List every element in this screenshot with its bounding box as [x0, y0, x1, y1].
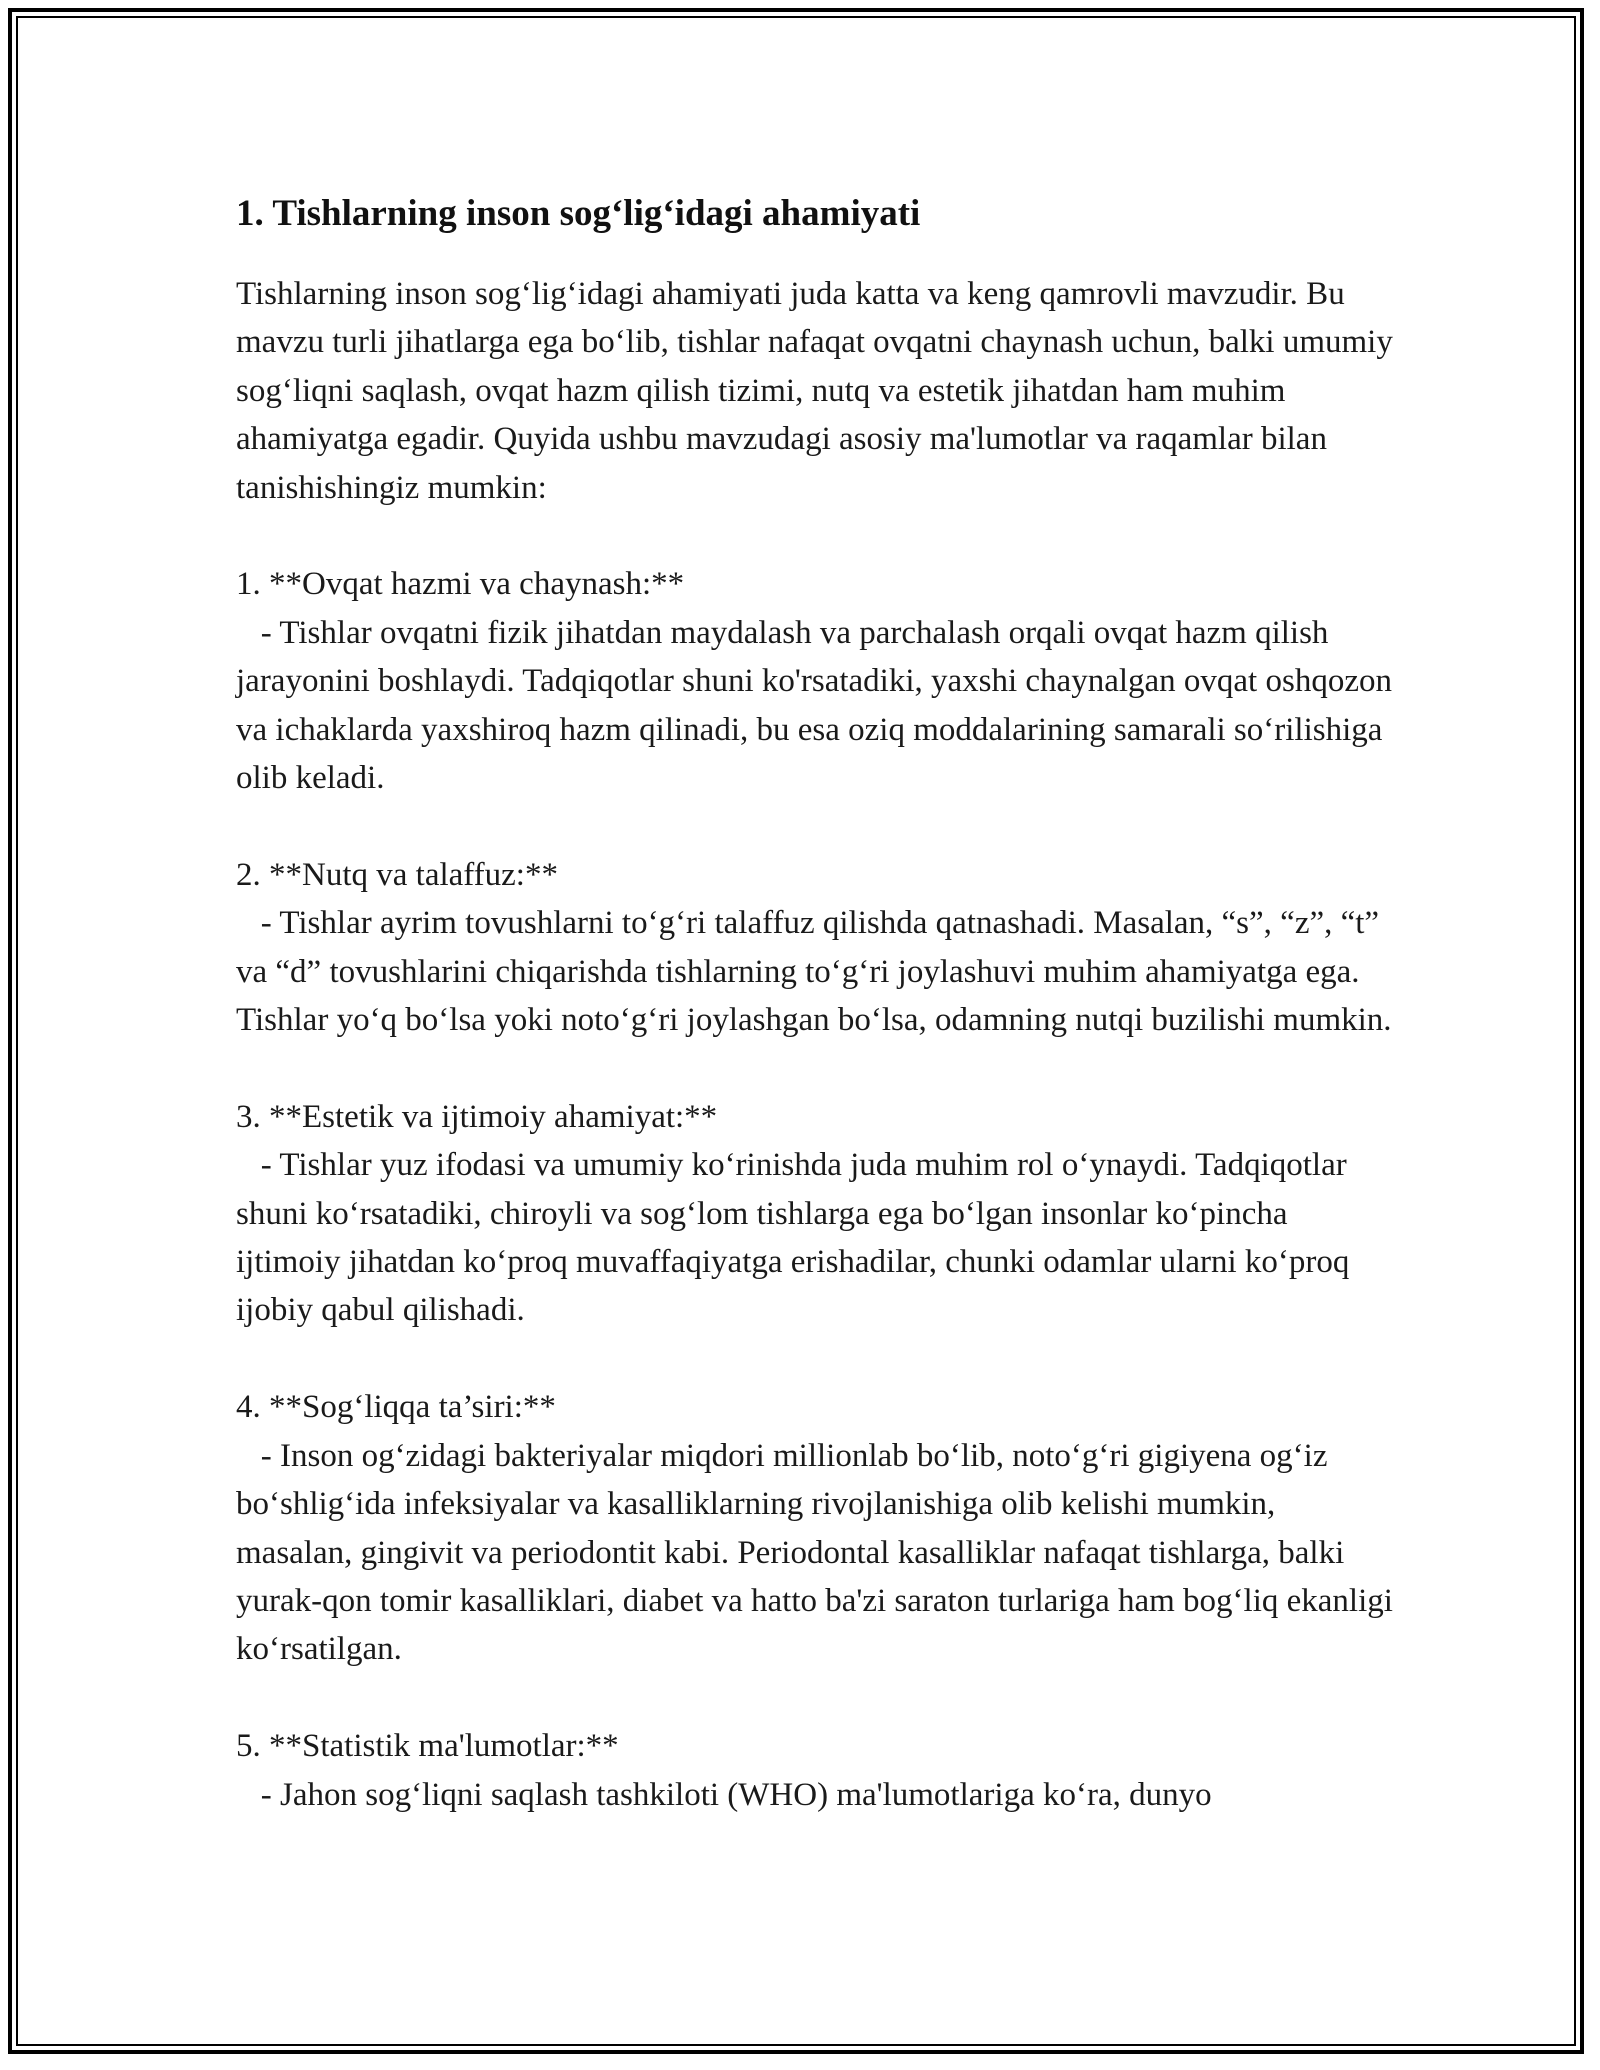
- document-content: [236, 184, 1402, 1819]
- section-body: - Tishlar yuz ifodasi va umumiy ko‘rinishda juda muhim rol o‘ynaydi. Tadqiqotlar shuni ko‘rsatadiki, chiroyli va sog‘lom tishlarga ega bo‘lgan insonlar ko‘pincha ijtimoiy jihatdan ko‘proq muvaffaqiyatga erishadilar, chunki odamlar ularni ko‘proq ijobiy qabul qilishadi.: [236, 1147, 1358, 1329]
- section-heading: 4. **Sog‘liqqa ta’siri:**: [236, 1389, 556, 1426]
- section-health-impact: [236, 1383, 1402, 1673]
- section-aesthetic: [236, 1093, 1396, 1335]
- section-body: - Jahon sog‘liqni saqlash tashkiloti (WHO) ma'lumotlariga ko‘ra, dunyo: [236, 1776, 1212, 1813]
- section-statistics: [236, 1722, 1396, 1819]
- section-body: - Inson og‘zidagi bakteriyalar miqdori millionlab bo‘lib, noto‘g‘ri gigiyena og‘iz bo‘shlig‘ida infeksiyalar va kasalliklarning rivojlanishiga olib kelishi mumkin, masalan, gingivit va periodontit kabi. Periodontal kasalliklar nafaqat tishlarga, balki yurak-qon tomir kasalliklari, diabet va hatto ba'zi saraton turlariga ham bog‘liq ekanligi ko‘rsatilgan.: [236, 1437, 1402, 1668]
- intro-paragraph: Tishlarning inson sog‘lig‘idagi ahamiyati juda katta va keng qamrovli mavzudir. Bu mavzu turli jihatlarga ega bo‘lib, tishlar nafaqat ovqatni chaynash uchun, balki umumiy sog‘liqni saqlash, ovqat hazm qilish tizimi, nutq va estetik jihatdan ham muhim ahamiyatga egadir. Quyida ushbu mavzudagi asosiy ma'lumotlar va raqamlar bilan tanishishingiz mumkin:: [236, 276, 1402, 506]
- section-heading: 5. **Statistik ma'lumotlar:**: [236, 1728, 619, 1765]
- section-heading: 2. **Nutq va talaffuz:**: [236, 856, 558, 893]
- section-heading: 1. **Ovqat hazmi va chaynash:**: [236, 566, 685, 603]
- section-body: - Tishlar ayrim tovushlarni to‘g‘ri talaffuz qilishda qatnashadi. Masalan, “s”, “z”, “t” va “d” tovushlarini chiqarishda tishlarning to‘g‘ri joylashuvi muhim ahamiyatga ega. Tishlar yo‘q bo‘lsa yoki noto‘g‘ri joylashgan bo‘lsa, odamning nutqi buzilishi mumkin.: [236, 905, 1392, 1039]
- section-body: - Tishlar ovqatni fizik jihatdan maydalash va parchalash orqali ovqat hazm qilish jarayonini boshlaydi. Tadqiqotlar shuni ko'rsatadiki, yaxshi chaynalgan ovqat oshqozon va ichaklarda yaxshiroq hazm qilinadi, bu esa oziq moddalarining samarali so‘rilishiga olib keladi.: [236, 614, 1401, 797]
- section-heading: 3. **Estetik va ijtimoiy ahamiyat:**: [236, 1098, 718, 1135]
- section-speech: [236, 851, 1396, 1045]
- section-digestion: [236, 560, 1401, 802]
- document-title: 1. Tishlarning inson sog‘lig‘idagi ahamiyati: [236, 193, 921, 234]
